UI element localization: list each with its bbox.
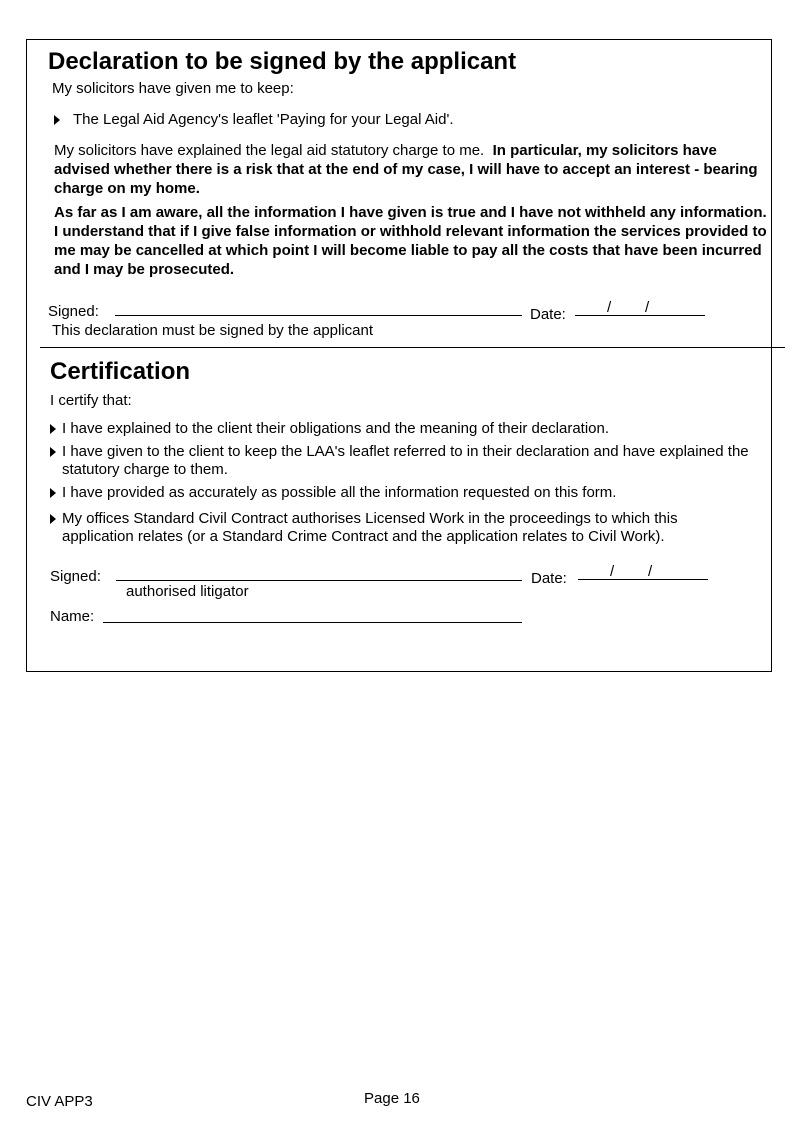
declaration-paragraph-1-plain: My solicitors have explained the legal aid statutory charge to me. [54,142,485,159]
form-box [26,39,772,672]
certification-title: Certification [50,358,191,385]
declaration-bullet-text: The Legal Aid Agency's leaflet 'Paying for your Legal Aid'. [73,111,454,128]
section-divider [40,347,785,348]
certification-date-separator-2: / [648,563,653,580]
certification-date-label: Date: [531,570,567,587]
declaration-note: This declaration must be signed by the applicant [52,322,374,339]
bullet-arrow-icon [50,447,56,457]
certification-name-label: Name: [50,608,95,625]
certification-bullet-1-text: I have explained to the client their obligations and the meaning of their declaration. [62,420,610,437]
certification-date-line[interactable] [578,579,708,580]
form-code: CIV APP3 [26,1093,93,1110]
bullet-arrow-icon [50,424,56,434]
certification-name-line[interactable] [103,622,522,623]
declaration-date-separator-2: / [645,299,650,316]
bullet-arrow-icon [54,115,60,125]
declaration-date-separator-1: / [607,299,612,316]
declaration-date-label: Date: [530,306,566,323]
declaration-signed-label: Signed: [48,303,99,320]
declaration-date-line[interactable] [575,315,705,316]
declaration-bullet [54,111,754,129]
certification-bullet-2 [50,443,774,479]
certification-signer-caption: authorised litigator [126,583,249,600]
certification-bullet-3 [50,484,774,502]
certification-intro: I certify that: [50,392,132,409]
certification-bullet-2-text: I have given to the client to keep the LAA's leaflet referred to in their declaration and have explained the statutory charge to them. [62,443,749,478]
certification-bullet-4-text: My offices Standard Civil Contract authorises Licensed Work in the proceedings to which this application relates (or a Standard Crime Contract and the application relates to Civil Work). [62,510,678,545]
certification-bullet-3-text: I have provided as accurately as possible all the information requested on this form. [62,484,617,501]
declaration-paragraph-1-bold: In particular, my solicitors have advised whether there is a risk that at the end of my case, I will have to accept an interest - bearing charge on my home. [54,142,758,197]
bullet-arrow-icon [50,514,56,524]
certification-signed-label: Signed: [50,568,101,585]
declaration-paragraph-2: As far as I am aware, all the information I have given is true and I have not withheld any information. I understand that if I give false information or withhold relevant information the services provided to me may be cancelled at which point I will become liable to pay all the costs that have been incurred and I may be prosecuted. [54,204,767,278]
declaration-paragraph-1 [54,141,769,198]
certification-bullet-1 [50,420,774,438]
certification-bullet-4 [50,510,750,546]
certification-date-separator-1: / [610,563,615,580]
declaration-signature-line[interactable] [115,315,522,316]
certification-signature-line[interactable] [116,580,522,581]
bullet-arrow-icon [50,488,56,498]
declaration-title: Declaration to be signed by the applicant [48,48,517,75]
page-number: Page 16 [364,1090,420,1107]
declaration-intro: My solicitors have given me to keep: [52,80,294,97]
